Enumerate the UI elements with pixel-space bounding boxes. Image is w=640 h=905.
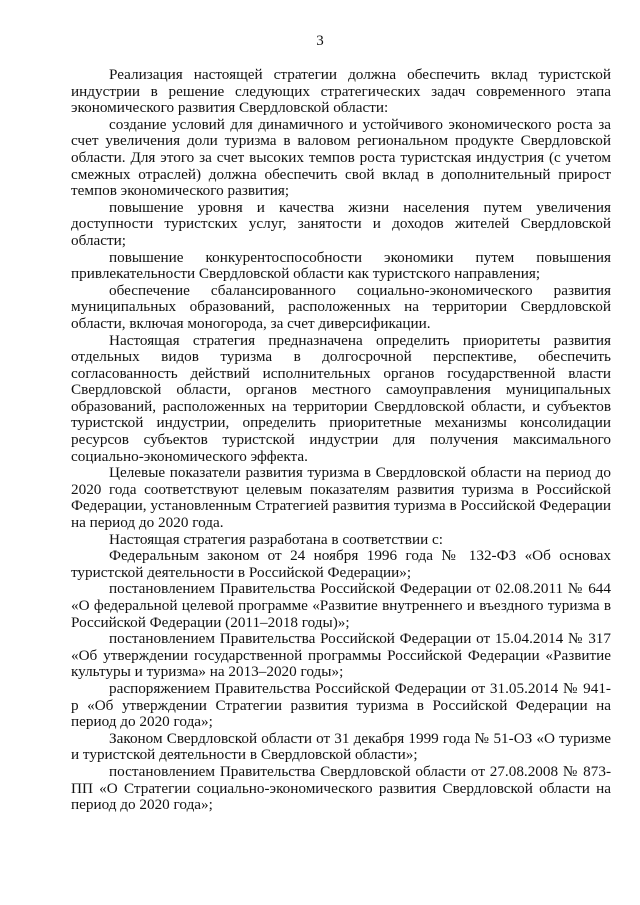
paragraph-task-balanced-development: обеспечение сбалансированного социально-экономического развития муниципальных образований, расположенных на территории Свердловской области, включая моногорода, за счет диверсификации. [71,281,611,332]
paragraph-task-competitiveness: повышение конкурентоспособности экономики путем повышения привлекательности Свердловской области как туристского направления; [71,248,611,283]
page-number: 3 [316,33,324,49]
paragraph-legal-basis-intro: Настоящая стратегия разработана в соответствии с: [109,530,443,548]
document-body [71,67,611,814]
paragraph-legal-basis-order-941: распоряжением Правительства Российской Федерации от 31.05.2014 № 941-р «Об утверждении Стратегии развития туризма в Российской Федерации на период до 2020 года»; [71,679,611,731]
paragraph-strategy-purpose: Настоящая стратегия предназначена определить приоритеты развития отдельных видов туризма в долгосрочной перспективе, обеспечить согласованность действий исполнительных органов государственной власти Свердловской области, органов местного самоуправления муниципальных образований, расположенных на территории Свердловской области, и субъектов туристской индустрии, определить приоритетные механизмы консолидации ресурсов субъектов туристской индустрии для получения максимального социально-экономического эффекта. [71,331,611,465]
paragraph-target-indicators: Целевые показатели развития туризма в Свердловской области на период до 2020 года соответствуют целевым показателям развития туризма в Российской Федерации, установленным Стратегией развития туризма в Российской Федерации на период до 2020 года. [71,464,611,532]
paragraph-task-living-standard: повышение уровня и качества жизни населения путем увеличения доступности туристских услуг, занятости и доходов жителей Свердловской области; [71,198,611,249]
paragraph-task-growth: создание условий для динамичного и устойчивого экономического роста за счет увеличения доли туризма в валовом региональном продукте Свердловской области. Для этого за счет высоких темпов роста туристская индустрия (с учетом смежных отраслей) должна обеспечить свой вклад в дополнительный прирост темпов экономического развития; [71,115,611,200]
paragraph-legal-basis-resolution-873: постановлением Правительства Свердловской области от 27.08.2008 № 873-ПП «О Стратегии социально-экономического развития Свердловской области на период до 2020 года»; [71,762,611,814]
paragraph-legal-basis-resolution-317: постановлением Правительства Российской Федерации от 15.04.2014 № 317 «Об утверждении государственной программы Российской Федерации «Развитие культуры и туризма» на 2013–2020 годы»; [71,630,611,681]
paragraph-legal-basis-federal-law: Федеральным законом от 24 ноября 1996 года № 132-ФЗ «Об основах туристской деятельности в Российской Федерации»; [71,547,611,581]
paragraph-legal-basis-resolution-644: постановлением Правительства Российской Федерации от 02.08.2011 № 644 «О федеральной целевой программе «Развитие внутреннего и въездного туризма в Российской Федерации (2011–2018 годы)»; [71,580,611,631]
paragraph-intro: Реализация настоящей стратегии должна обеспечить вклад туристской индустрии в решение следующих стратегических задач современного этапа экономического развития Свердловской области: [71,66,611,117]
paragraph-legal-basis-regional-law: Законом Свердловской области от 31 декабря 1999 года № 51-ОЗ «О туризме и туристской деятельности в Свердловской области»; [71,729,611,764]
